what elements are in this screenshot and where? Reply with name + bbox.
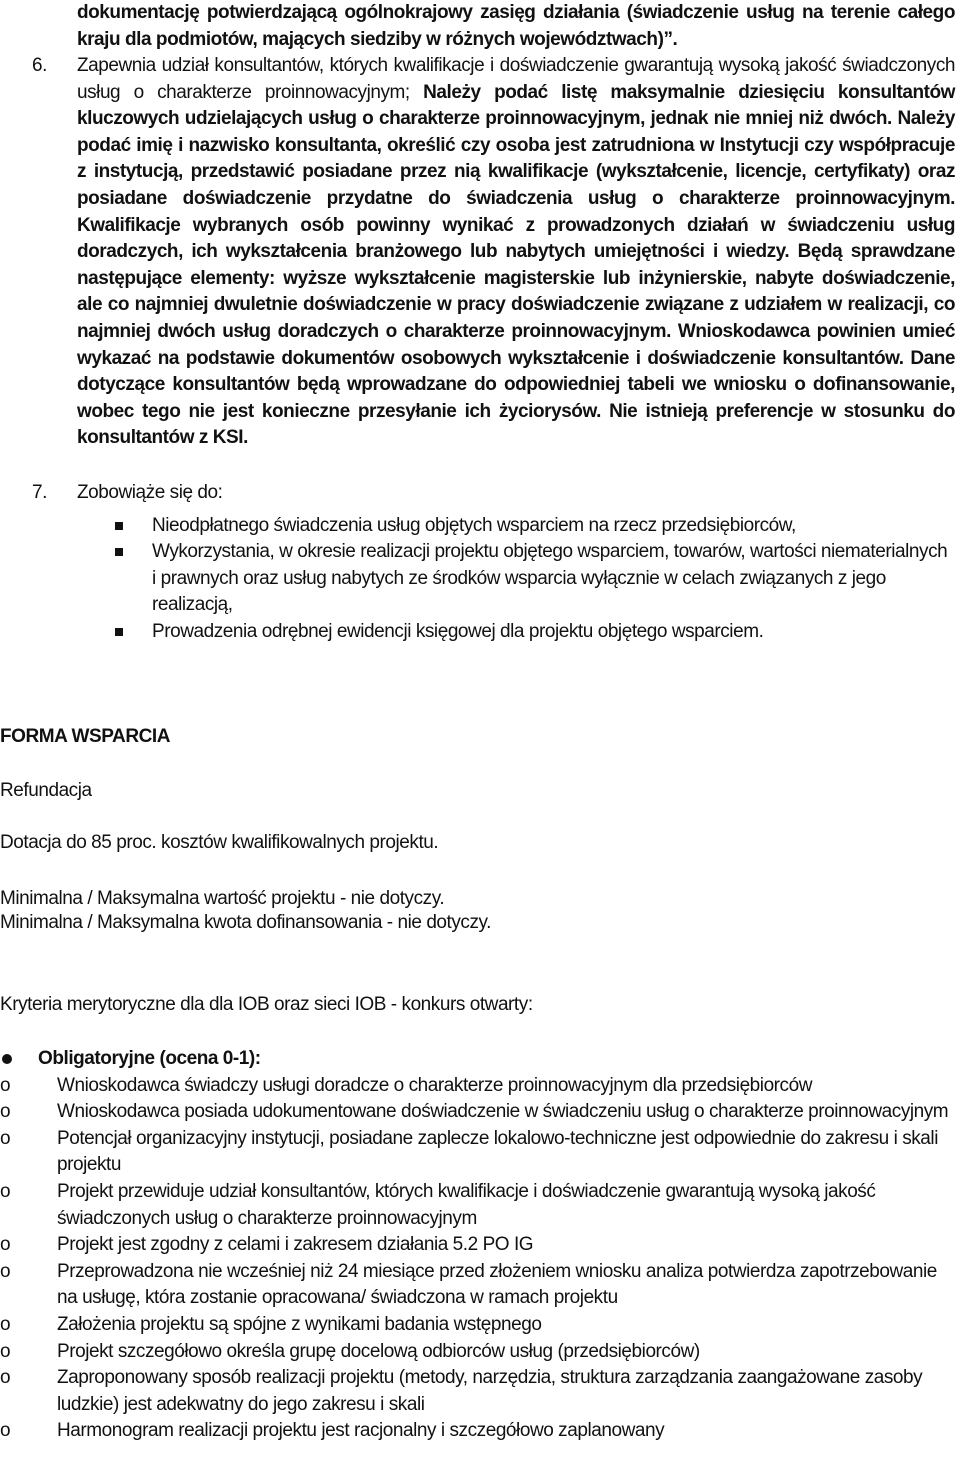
circle-bullet-icon: o (0, 1180, 11, 1202)
criteria-item (0, 1418, 955, 1445)
list-item (77, 513, 955, 540)
circle-bullet-icon: o (0, 1127, 11, 1149)
bullet-text: Prowadzenia odrębnej ewidencji księgowej dla projektu objętego wsparciem. (152, 620, 764, 642)
funding-amount-line: Minimalna / Maksymalna kwota dofinansowania - nie dotyczy. (0, 912, 492, 933)
obligatory-heading-text: Obligatoryjne (ocena 0-1): (38, 1048, 261, 1069)
criteria-list (0, 1073, 955, 1445)
item-number: 7. (32, 482, 47, 503)
criteria-text: Zaproponowany sposób realizacji projektu (metody, narzędzia, struktura zarządzania zaangażowane zasoby ludzkie) jest adekwatny do jego zakresu i skali (57, 1367, 923, 1415)
item-text-bold: Należy podać listę maksymalnie dziesięciu konsultantów kluczowych udzielających usług o charakterze proinnowacyjnym, jednak nie mniej niż dwóch. Należy podać imię i nazwisko konsultanta, określić czy osoba jest zatrudniona w Instytucji czy współpracuje z instytucją, przedstawić posiadane przez nią kwalifikacje (wykształcenie, licencje, certyfikaty) oraz posiadane doświadczenie przydatne do świadczenia usług o charakterze proinnowacyjnym. Kwalifikacje wybranych osób powinny wynikać z prowadzonych działań w świadczeniu usług doradczych, ich wykształcenia branżowego lub nabytych umiejętności i wiedzy. Będą sprawdzane następujące elementy: wyższe wykształcenie magisterskie lub inżynierskie, nabyte doświadczenie, ale co najmniej dwuletnie doświadczenie w pracy doświadczenie związane z udziałem w realizacji, co najmniej dwóch usług doradczych o charakterze proinnowacyjnym. Wnioskodawca powinien umieć wykazać na podstawie dokumentów osobowych wykształcenie i doświadczenie konsultantów. Dane dotyczące konsultantów będą wprowadzane do odpowiedniej tabeli we wniosku o dofinansowanie, wobec tego nie jest konieczne przesyłanie ich życiorysów. Nie istnieją preferencje w stosunku do konsultantów z KSI. (77, 81, 955, 449)
square-bullet-icon (115, 548, 123, 556)
item-lead: Zobowiąże się do: (77, 482, 223, 503)
circle-bullet-icon: o (0, 1420, 11, 1442)
circle-bullet-icon: o (0, 1234, 11, 1256)
list-item-7 (32, 480, 955, 646)
list-item-6 (32, 53, 955, 452)
grant-line: Dotacja do 85 proc. kosztów kwalifikowalnych projektu. (0, 832, 439, 853)
criteria-text: Wnioskodawca świadczy usługi doradcze o charakterze proinnowacyjnym dla przedsiębiorców (57, 1074, 813, 1096)
criteria-text: Projekt przewiduje udział konsultantów, których kwalifikacje i doświadczenie gwarantują wysoką jakość świadczonych usług o charakterze proinnowacyjnym (57, 1180, 876, 1229)
criteria-item (0, 1073, 955, 1100)
item-text: Zapewnia udział konsultantów, których kwalifikacje i doświadczenie gwarantują wysoką jakość świadczonych usług o charakterze proinnowacyjnym; (77, 55, 955, 103)
list-item (77, 539, 955, 619)
criteria-item (0, 1099, 955, 1126)
item-body (77, 480, 955, 646)
circle-bullet-icon: o (0, 1313, 11, 1335)
criteria-item (0, 1339, 955, 1366)
criteria-text: Wnioskodawca posiada udokumentowane doświadczenie w świadczeniu usług o charakterze proinnowacyjnym (57, 1101, 949, 1123)
criteria-heading: Kryteria merytoryczne dla dla IOB oraz sieci IOB - konkurs otwarty: (0, 994, 533, 1015)
intro-paragraph: dokumentację potwierdzającą ogólnokrajowy zasięg działania (świadczenie usług na terenie całego kraju dla podmiotów, mających siedziby w różnych województwach)”. (77, 2, 955, 50)
obligatory-heading (0, 1046, 955, 1073)
circle-bullet-icon: o (0, 1367, 11, 1389)
square-bullet-icon (115, 628, 123, 636)
criteria-item (0, 1365, 955, 1418)
criteria-text: Potencjał organizacyjny instytucji, posiadane zaplecze lokalowo-techniczne jest odpowiednie do zakresu i skali projektu (57, 1127, 938, 1176)
section-title: FORMA WSPARCIA (0, 726, 170, 747)
criteria-text: Założenia projektu są spójne z wynikami badania wstępnego (57, 1313, 542, 1335)
criteria-text: Przeprowadzona nie wcześniej niż 24 miesiące przed złożeniem wniosku analiza potwierdza zapotrzebowanie na usługę, która zostanie opracowana/ świadczona w ramach projektu (57, 1260, 937, 1309)
circle-bullet-icon: o (0, 1340, 11, 1362)
criteria-item (0, 1179, 955, 1232)
bullet-text: Wykorzystania, w okresie realizacji projektu objętego wsparciem, towarów, wartości niematerialnych i prawnych oraz usług nabytych ze środków wsparcia wyłącznie w celach związanych z jego realizacją, (152, 541, 948, 616)
criteria-text: Harmonogram realizacji projektu jest racjonalny i szczegółowo zaplanowany (57, 1420, 665, 1442)
criteria-item (0, 1126, 955, 1179)
obligatory-criteria (0, 1046, 955, 1445)
bullet-dot-icon (2, 1054, 12, 1064)
item-number: 6. (32, 55, 47, 76)
circle-bullet-icon: o (0, 1101, 11, 1123)
criteria-item (0, 1259, 955, 1312)
refund-line: Refundacja (0, 780, 92, 801)
circle-bullet-icon: o (0, 1260, 11, 1282)
project-value-line: Minimalna / Maksymalna wartość projektu - nie dotyczy. (0, 888, 445, 909)
item-body (77, 53, 955, 452)
list-item (77, 619, 955, 646)
criteria-text: Projekt jest zgodny z celami i zakresem działania 5.2 PO IG (57, 1234, 534, 1256)
circle-bullet-icon: o (0, 1074, 11, 1096)
bullet-list (77, 513, 955, 646)
criteria-item (0, 1312, 955, 1339)
bullet-text: Nieodpłatnego świadczenia usług objętych wsparciem na rzecz przedsiębiorców, (152, 514, 796, 536)
square-bullet-icon (115, 522, 123, 530)
criteria-text: Projekt szczegółowo określa grupę docelową odbiorców usług (przedsiębiorców) (57, 1340, 700, 1362)
criteria-item (0, 1232, 955, 1259)
